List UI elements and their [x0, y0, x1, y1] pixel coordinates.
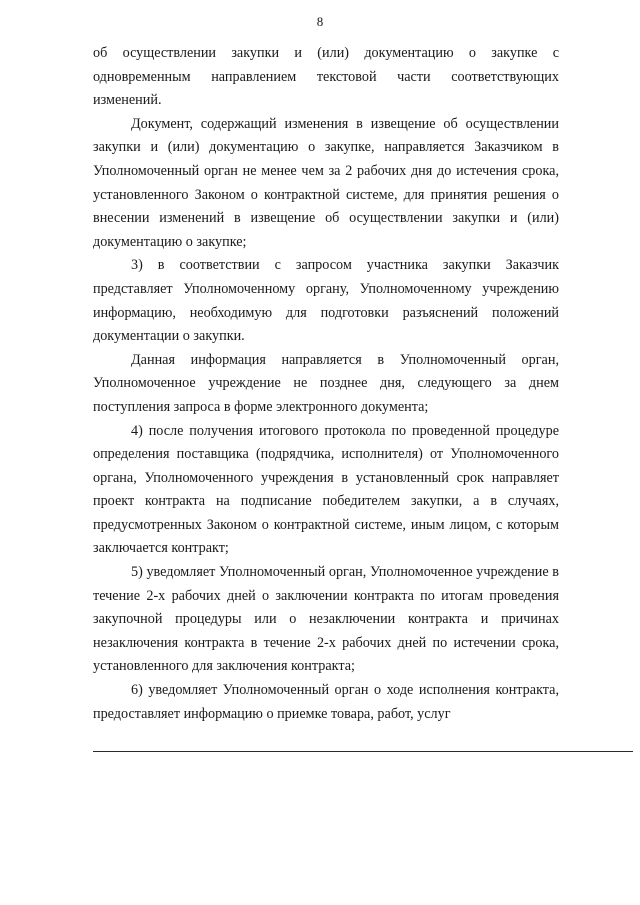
paragraph-item-4: 4) после получения итогового протокола по проведенной процедуре определения поставщика (подрядчика, исполнителя) от Уполномоченного органа, Уполномоченного учреждения в установленный срок направляет проект контракта на подписание победителем закупки, а в случаях, предусмотренных Законом о контрактной системе, иным лицом, с которым заключается контракт;: [93, 422, 559, 557]
paragraph-item-5: 5) уведомляет Уполномоченный орган, Уполномоченное учреждение в течение 2-х рабочих дней о заключении контракта по итогам проведения закупочной процедуры или о незаключении контракта и причинах незаключения контракта в течение 2-х рабочих дней по истечении срока, установленного для заключения контракта;: [93, 564, 559, 675]
paragraph-continuation: об осуществлении закупки и (или) документацию о закупке с одновременным направлением текстовой части соответствующих изменений.: [93, 45, 559, 109]
bottom-divider: [93, 751, 633, 752]
paragraph-amendment-document: Документ, содержащий изменения в извещение об осуществлении закупки и (или) документацию о закупке, направляется Заказчиком в Уполномоченный орган не менее чем за 2 рабочих дня до истечения срока, установленного Законом о контрактной системе, для принятия решения о внесении изменений в извещение об осуществлении закупки и (или) документацию о закупке;: [93, 115, 559, 250]
page-number: 8: [316, 14, 324, 29]
paragraph-item-3: 3) в соответствии с запросом участника закупки Заказчик представляет Уполномоченному органу, Уполномоченному учреждению информацию, необходимую для подготовки разъяснений положений документации о закупки.: [93, 257, 559, 345]
paragraph-item-6: 6) уведомляет Уполномоченный орган о ходе исполнения контракта, предоставляет информацию о приемке товара, работ, услуг: [93, 682, 559, 722]
document-body: [93, 42, 559, 726]
paragraph-information-deadline: Данная информация направляется в Уполномоченный орган, Уполномоченное учреждение не позднее дня, следующего за днем поступления запроса в форме электронного документа;: [93, 351, 559, 415]
